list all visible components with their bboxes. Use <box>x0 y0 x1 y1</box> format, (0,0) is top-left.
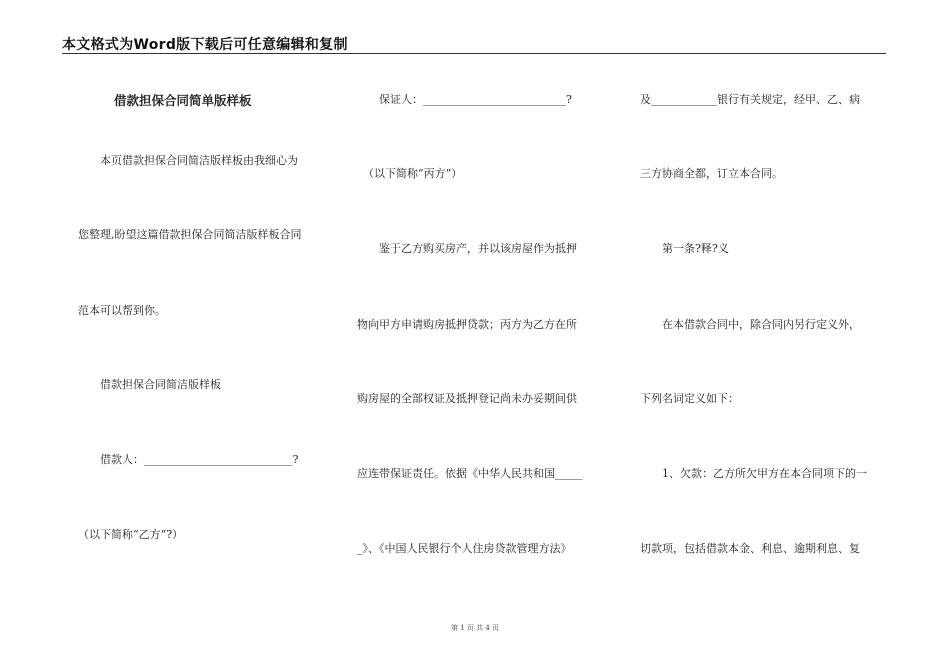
paragraph-line: 在本借款合同中，除合同内另行定义外， <box>662 318 860 331</box>
paragraph-line: 及____________银行有关规定，经甲、乙、病 <box>640 93 860 106</box>
text-column-1 <box>74 0 324 672</box>
paragraph-line: 范本可以帮到你。 <box>78 304 166 317</box>
paragraph-line: _》、《中国人民银行个人住房贷款管理方法》 <box>357 542 572 555</box>
text-column-2 <box>357 0 602 672</box>
text-column-3 <box>640 0 890 672</box>
document-title: 借款担保合同简单版样板 <box>114 93 252 108</box>
paragraph-line: （以下简称“丙方”） <box>363 167 463 180</box>
paragraph-line: 1、欠款：乙方所欠甲方在本合同项下的一 <box>662 467 867 480</box>
paragraph-line: 您整理,盼望这篇借款担保合同简洁版样板合同 <box>78 228 302 241</box>
paragraph-line: （以下简称“乙方”?） <box>78 528 184 541</box>
paragraph-line: 下列名词定义如下： <box>640 392 739 405</box>
guarantor-field-line: 保证人：__________________________? <box>379 93 572 106</box>
paragraph-line: 物向甲方申请购房抵押贷款；丙方为乙方在所 <box>357 318 577 331</box>
paragraph-line: 应连带保证责任。依据《中华人民共和国_____ <box>357 467 583 480</box>
paragraph-line: 切款项，包括借款本金、利息、逾期利息、复 <box>640 542 860 555</box>
paragraph-line: 三方协商全都，订立本合同。 <box>640 167 783 180</box>
borrower-field-line: 借款人：___________________________? <box>100 453 299 466</box>
header-title: 本文格式为Word版下载后可任意编辑和复制 <box>62 37 348 53</box>
page-number: 第 1 页 共 4 页 <box>450 624 500 632</box>
paragraph-line: 购房屋的全部权证及抵押登记尚未办妥期间供 <box>357 392 577 405</box>
article-heading: 第一条?释?义 <box>662 242 729 255</box>
paragraph-line: 本页借款担保合同简洁版样板由我细心为 <box>100 154 298 167</box>
section-heading: 借款担保合同简洁版样板 <box>100 378 221 391</box>
paragraph-line: 鉴于乙方购买房产，并以该房屋作为抵押 <box>379 242 577 255</box>
